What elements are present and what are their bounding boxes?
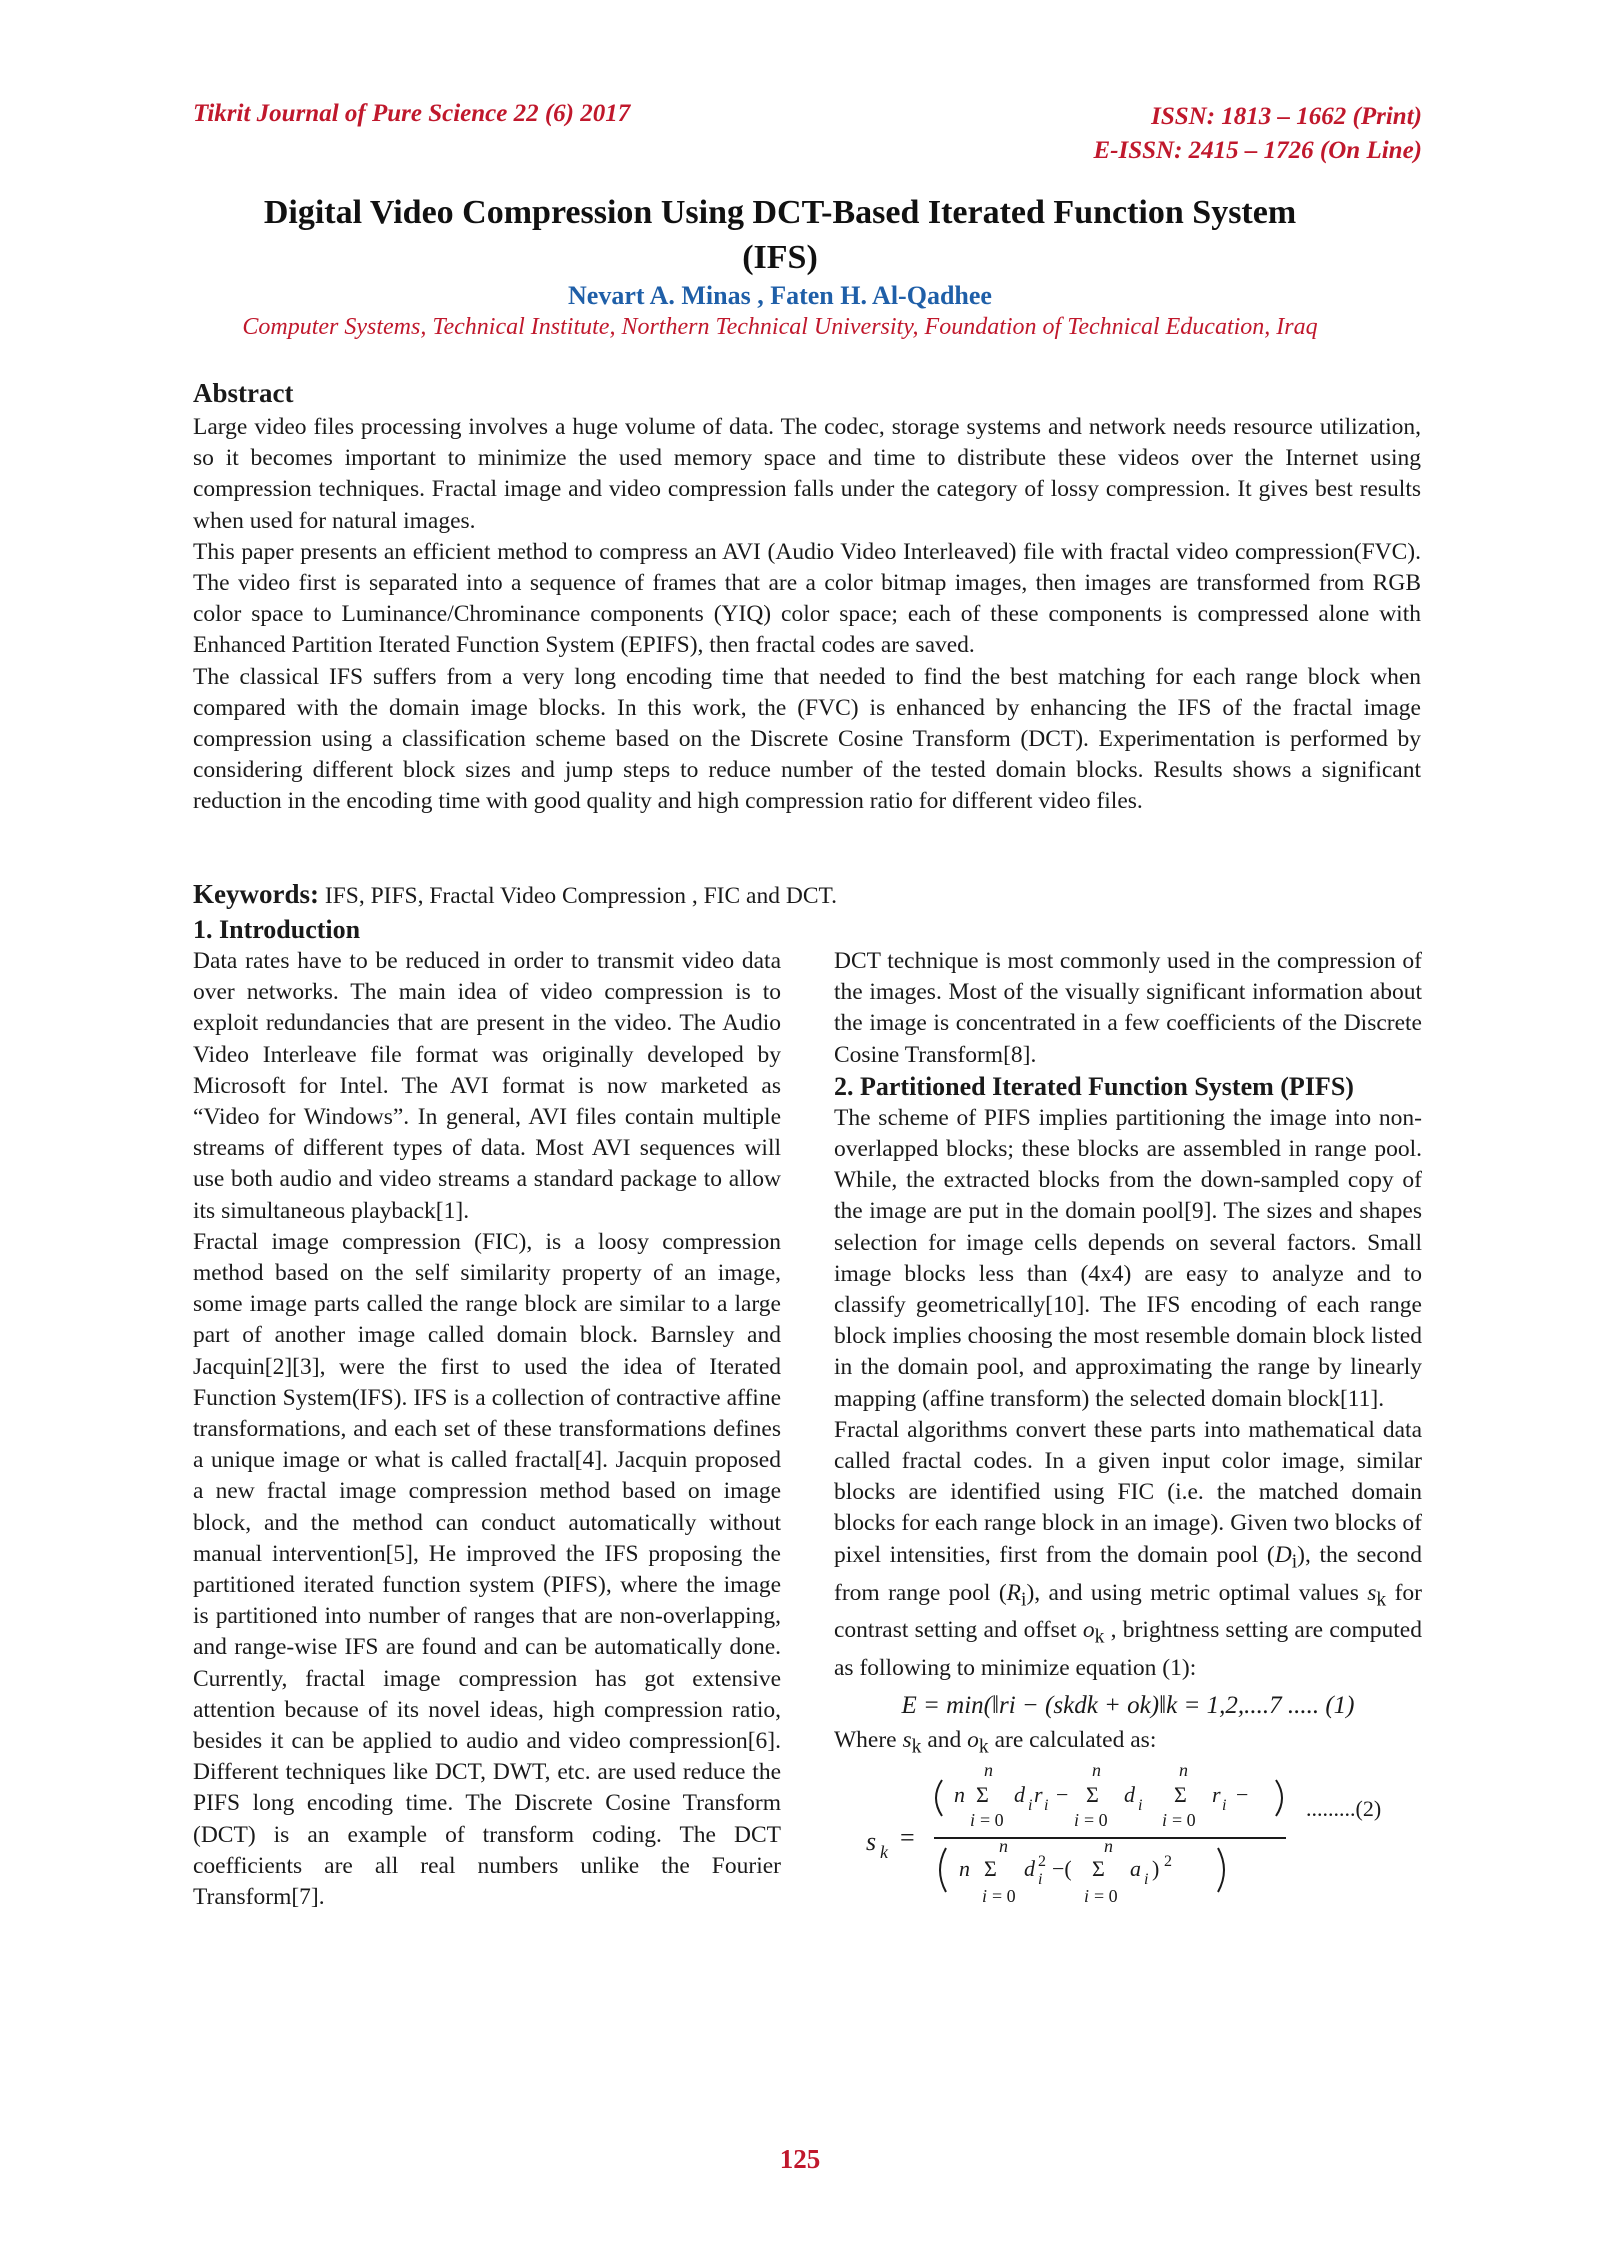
svg-text:i: i <box>1084 1886 1090 1907</box>
svg-text:): ) <box>1152 1856 1160 1882</box>
section-heading: 1. Introduction <box>193 915 361 944</box>
svg-text:n: n <box>959 1856 970 1882</box>
svg-text:n: n <box>1104 1836 1113 1857</box>
svg-text:2: 2 <box>1164 1853 1172 1871</box>
issn-online: E-ISSN: 2415 – 1726 (On Line) <box>1093 137 1422 164</box>
body-paragraph: DCT technique is most commonly used in the compression of the images. Most of the visually significant information about the image is concentrated in a few coefficients of the Discrete Cosine Transform[8]. <box>834 948 1422 1068</box>
svg-text:k: k <box>880 1842 888 1863</box>
paper-authors: Nevart A. Minas , Faten H. Al-Qadhee <box>568 281 992 310</box>
svg-text:i: i <box>1038 1871 1043 1889</box>
section-heading: 2. Partitioned Iterated Function System (PIFS) <box>834 1071 1354 1101</box>
keywords-line <box>193 879 1421 910</box>
svg-text:n: n <box>999 1836 1008 1857</box>
svg-text:−: − <box>1236 1782 1249 1808</box>
journal-header: Tikrit Journal of Pure Science 22 (6) 2017 <box>193 100 631 127</box>
keywords-text: IFS, PIFS, Fractal Video Compression , FIC and DCT. <box>318 883 837 909</box>
svg-text:i: i <box>1074 1810 1080 1831</box>
svg-text:=: = <box>900 1823 915 1853</box>
svg-text:−: − <box>1056 1782 1069 1808</box>
svg-text:i: i <box>1144 1871 1149 1889</box>
svg-text:i: i <box>982 1886 988 1907</box>
svg-text:i: i <box>1222 1797 1227 1815</box>
equation-2-label: .........(2) <box>1306 1796 1382 1822</box>
equation-2-graphic <box>834 1766 1422 1916</box>
svg-text:d: d <box>1124 1782 1135 1808</box>
svg-text:n: n <box>954 1782 965 1808</box>
svg-text:Σ: Σ <box>1086 1782 1099 1808</box>
body-paragraph: Fractal algorithms convert these parts into mathematical data called fractal codes. In a given input color image, similar blocks are identified using FIC (i.e. the matched domain blocks for each range block in an image). Given two blocks of pixel intensities, first from the domain pool $(D_i)$, the second from range pool $(R_i)$, and using metric optimal values $s_k$ for contrast setting and offset $o_k$ , brightness setting are computed as following to minimize equation (1): <box>834 1416 1423 1682</box>
svg-text:Σ: Σ <box>1174 1782 1187 1808</box>
issn-print: ISSN: 1813 – 1662 (Print) <box>1151 103 1422 130</box>
svg-text:d: d <box>1024 1856 1035 1882</box>
right-column <box>834 946 1422 1916</box>
svg-text:= 0: = 0 <box>1172 1810 1196 1831</box>
equation-2 <box>834 1766 1422 1916</box>
svg-text:= 0: = 0 <box>1094 1886 1118 1907</box>
svg-text:Σ: Σ <box>1092 1856 1105 1882</box>
svg-text:i: i <box>1138 1797 1143 1815</box>
equation-1: E = min(‖ri − (skdk + ok)‖k = 1,2,....7 ..... (1) <box>901 1691 1355 1719</box>
abstract-paragraph: The classical IFS suffers from a very long encoding time that needed to find the best matching for each range block when compared with the domain image blocks. In this work, the (FVC) is enhanced by enhancing the IFS of the fractal image compression using a classification scheme based on the Discrete Cosine Transform (DCT). Experimentation is performed by considering different block sizes and jump steps to reduce number of the tested domain blocks. Results shows a significant reduction in the encoding time with good quality and high compression ratio for different video files. <box>193 663 1421 815</box>
paper-affiliation: Computer Systems, Technical Institute, Northern Technical University, Foundation of Technical Education, Iraq <box>242 314 1318 340</box>
svg-text:i: i <box>1028 1797 1033 1815</box>
body-paragraph: Where $s_k$ and $o_k$ are calculated as: <box>834 1726 1157 1758</box>
svg-text:d: d <box>1014 1782 1025 1808</box>
svg-text:= 0: = 0 <box>980 1810 1004 1831</box>
svg-text:s: s <box>866 1827 877 1857</box>
svg-text:Σ: Σ <box>984 1856 997 1882</box>
abstract-paragraph: Large video files processing involves a huge volume of data. The codec, storage systems and network needs resource utilization, so it becomes important to minimize the used memory space and time to distribute these videos over the Internet using compression techniques. Fractal image and video compression falls under the category of lossy compression. It gives best results when used for natural images. <box>193 414 1421 534</box>
svg-text:n: n <box>1092 1766 1101 1781</box>
svg-text:i: i <box>1044 1797 1049 1815</box>
body-paragraph: The scheme of PIFS implies partitioning the image into non-overlapped blocks; these blocks are assembled in range pool. While, the extracted blocks from the down-sampled copy of the image are put in the domain pool[9]. The sizes and shapes selection for image cells depends on several factors. Small image blocks less than (4x4) are easy to analyze and to classify geometrically[10]. The IFS encoding of each range block implies choosing the most resemble domain block listed in the domain pool, and approximating the range by linearly mapping (affine transform) the selected domain block[11]. <box>834 1104 1422 1412</box>
svg-text:n: n <box>1179 1766 1188 1781</box>
abstract-paragraph: This paper presents an efficient method to compress an AVI (Audio Video Interleaved) file with fractal video compression(FVC). The video first is separated into a sequence of frames that are a color bitmap images, then images are transformed from RGB color space to Luminance/Chrominance components (YIQ) color space; each of these components is compressed alone with Enhanced Partition Iterated Function System (EPIFS), then fractal codes are saved. <box>193 538 1421 659</box>
svg-text:a: a <box>1130 1856 1141 1882</box>
svg-text:i: i <box>970 1810 976 1831</box>
page-number: 125 <box>779 2144 821 2174</box>
abstract-body <box>193 412 1421 818</box>
svg-text:= 0: = 0 <box>1084 1810 1108 1831</box>
svg-text:2: 2 <box>1038 1853 1046 1871</box>
keywords-label: Keywords: <box>193 879 319 909</box>
body-paragraph: Fractal image compression (FIC), is a loosy compression method based on the self similarity property of an image, some image parts called the range block are similar to a large part of another image called domain block. Barnsley and Jacquin[2][3], were the first to used the idea of Iterated Function System(IFS). IFS is a collection of contractive affine transformations, and each set of these transformations defines a unique image or what is called fractal[4]. Jacquin proposed a new fractal image compression method based on image block, and the method can conduct automatically without manual intervention[5], He improved the IFS proposing the partitioned iterated function system (PIFS), where the image is partitioned into number of ranges that are non-overlapping, and range-wise IFS are found and can be automatically done. Currently, fractal image compression has got extensive attention because of its novel ideas, high compression ratio, besides it can be applied to audio and video compression[6]. Different techniques like DCT, DWT, etc. are used reduce the PIFS long encoding time. The Discrete Cosine Transform (DCT) is an example of transform coding. The DCT coefficients are all real numbers unlike the Fourier Transform[7]. <box>193 1228 781 1911</box>
svg-text:= 0: = 0 <box>992 1886 1016 1907</box>
svg-text:r: r <box>1034 1782 1043 1808</box>
svg-text:n: n <box>984 1766 993 1781</box>
issn-header <box>922 100 1422 168</box>
paper-title: Digital Video Compression Using DCT-Based Iterated Function System (IFS) <box>263 194 1297 276</box>
svg-text:Σ: Σ <box>976 1782 989 1808</box>
body-paragraph: Data rates have to be reduced in order to transmit video data over networks. The main idea of video compression is to exploit redundancies that are present in the video. The Audio Video Interleave file format was originally developed by Microsoft for Intel. The AVI format is now marketed as “Video for Windows”. In general, AVI files contain multiple streams of different types of data. Most AVI sequences will use both audio and video streams a standard package to allow its simultaneous playback[1]. <box>193 948 781 1224</box>
abstract-heading: Abstract <box>193 378 294 408</box>
svg-text:r: r <box>1212 1782 1221 1808</box>
svg-text:−(: −( <box>1052 1856 1072 1882</box>
left-column <box>193 914 781 1913</box>
svg-text:i: i <box>1162 1810 1168 1831</box>
